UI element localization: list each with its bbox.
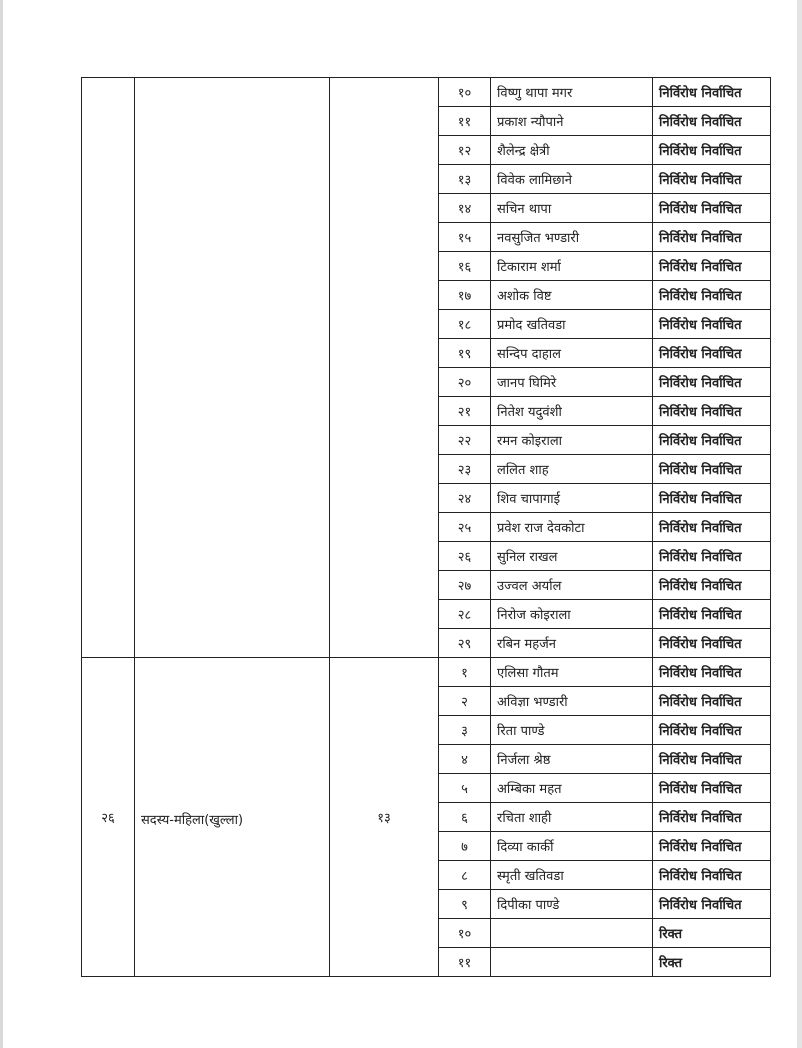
election-status: निर्विरोध निर्वाचित: [653, 513, 771, 542]
post-title-text: सदस्य-महिला(खुल्ला): [141, 813, 244, 828]
seat-count: १३: [330, 658, 439, 977]
election-status: निर्विरोध निर्वाचित: [653, 136, 771, 165]
candidate-name: सचिन थापा: [491, 194, 653, 223]
candidate-number: १९: [439, 339, 491, 368]
election-status: निर्विरोध निर्वाचित: [653, 78, 771, 107]
results-table: [81, 77, 771, 977]
election-status: रिक्त: [653, 919, 771, 948]
candidate-number: २२: [439, 426, 491, 455]
election-status: निर्विरोध निर्वाचित: [653, 165, 771, 194]
candidate-name: निर्जला श्रेष्ठ: [491, 745, 653, 774]
candidate-number: १३: [439, 165, 491, 194]
candidate-name: प्रकाश न्यौपाने: [491, 107, 653, 136]
election-status: निर्विरोध निर्वाचित: [653, 339, 771, 368]
candidate-name: सन्दिप दाहाल: [491, 339, 653, 368]
serial-number: २६: [82, 658, 135, 977]
candidate-number: ४: [439, 745, 491, 774]
table-row: [82, 658, 771, 687]
candidate-number: २७: [439, 571, 491, 600]
candidate-name: [491, 948, 653, 977]
candidate-name: अविज्ञा भण्डारी: [491, 687, 653, 716]
count-cell-blank: [330, 78, 439, 658]
candidate-name: [491, 919, 653, 948]
election-status: निर्विरोध निर्वाचित: [653, 484, 771, 513]
candidate-number: २४: [439, 484, 491, 513]
candidate-name: प्रवेश राज देवकोटा: [491, 513, 653, 542]
election-status: निर्विरोध निर्वाचित: [653, 658, 771, 687]
candidate-number: ११: [439, 948, 491, 977]
candidate-number: २१: [439, 397, 491, 426]
candidate-name: रबिन महर्जन: [491, 629, 653, 658]
candidate-name: रमन कोइराला: [491, 426, 653, 455]
candidate-name: दिव्या कार्की: [491, 832, 653, 861]
candidate-number: ११: [439, 107, 491, 136]
candidate-name: अम्बिका महत: [491, 774, 653, 803]
serial-cell-blank: [82, 78, 135, 658]
election-status: निर्विरोध निर्वाचित: [653, 397, 771, 426]
candidate-name: ललित शाह: [491, 455, 653, 484]
election-status: निर्विरोध निर्वाचित: [653, 252, 771, 281]
candidate-name: नवसुजित भण्डारी: [491, 223, 653, 252]
election-status: निर्विरोध निर्वाचित: [653, 194, 771, 223]
candidate-number: २५: [439, 513, 491, 542]
election-status: रिक्त: [653, 948, 771, 977]
candidate-number: २९: [439, 629, 491, 658]
candidate-number: १७: [439, 281, 491, 310]
election-status: निर्विरोध निर्वाचित: [653, 223, 771, 252]
election-status: निर्विरोध निर्वाचित: [653, 368, 771, 397]
election-status: निर्विरोध निर्वाचित: [653, 803, 771, 832]
candidate-number: ६: [439, 803, 491, 832]
candidate-number: १५: [439, 223, 491, 252]
candidate-number: ७: [439, 832, 491, 861]
candidate-name: टिकाराम शर्मा: [491, 252, 653, 281]
election-status: निर्विरोध निर्वाचित: [653, 774, 771, 803]
election-status: निर्विरोध निर्वाचित: [653, 310, 771, 339]
candidate-number: २३: [439, 455, 491, 484]
candidate-name: शैलेन्द्र क्षेत्री: [491, 136, 653, 165]
candidate-name: विष्णु थापा मगर: [491, 78, 653, 107]
page-edge-shadow: [0, 0, 3, 1048]
election-status: निर्विरोध निर्वाचित: [653, 571, 771, 600]
candidate-number: १४: [439, 194, 491, 223]
election-status: निर्विरोध निर्वाचित: [653, 600, 771, 629]
post-title: [135, 658, 330, 977]
candidate-number: १०: [439, 78, 491, 107]
candidate-number: २८: [439, 600, 491, 629]
candidate-number: ५: [439, 774, 491, 803]
candidate-name: जानप घिमिरे: [491, 368, 653, 397]
candidate-name: एलिसा गौतम: [491, 658, 653, 687]
candidate-number: १८: [439, 310, 491, 339]
election-status: निर्विरोध निर्वाचित: [653, 542, 771, 571]
election-status: निर्विरोध निर्वाचित: [653, 629, 771, 658]
candidate-number: २: [439, 687, 491, 716]
candidate-number: १६: [439, 252, 491, 281]
candidate-name: विवेक लामिछाने: [491, 165, 653, 194]
election-status: निर्विरोध निर्वाचित: [653, 890, 771, 919]
candidate-name: शिव चापागाई: [491, 484, 653, 513]
candidate-name: सुनिल राखल: [491, 542, 653, 571]
candidate-name: दिपीका पाण्डे: [491, 890, 653, 919]
candidate-name: नितेश यदुवंशी: [491, 397, 653, 426]
candidate-name: रिता पाण्डे: [491, 716, 653, 745]
candidate-number: १२: [439, 136, 491, 165]
election-status: निर्विरोध निर्वाचित: [653, 455, 771, 484]
candidate-number: १: [439, 658, 491, 687]
post-cell-blank: [135, 78, 330, 658]
document-page: [3, 0, 797, 1048]
election-status: निर्विरोध निर्वाचित: [653, 861, 771, 890]
election-status: निर्विरोध निर्वाचित: [653, 426, 771, 455]
candidate-number: २०: [439, 368, 491, 397]
election-status: निर्विरोध निर्वाचित: [653, 687, 771, 716]
candidate-name: स्मृती खतिवडा: [491, 861, 653, 890]
election-status: निर्विरोध निर्वाचित: [653, 281, 771, 310]
candidate-number: ९: [439, 890, 491, 919]
candidate-number: २६: [439, 542, 491, 571]
election-status: निर्विरोध निर्वाचित: [653, 107, 771, 136]
candidate-number: ३: [439, 716, 491, 745]
candidate-name: अशोक विष्ट: [491, 281, 653, 310]
election-status: निर्विरोध निर्वाचित: [653, 832, 771, 861]
candidate-name: रचिता शाही: [491, 803, 653, 832]
candidate-name: प्रमोद खतिवडा: [491, 310, 653, 339]
election-status: निर्विरोध निर्वाचित: [653, 745, 771, 774]
candidate-name: उज्वल अर्याल: [491, 571, 653, 600]
candidate-number: १०: [439, 919, 491, 948]
table-row: [82, 78, 771, 107]
candidate-number: ८: [439, 861, 491, 890]
candidate-name: निरोज कोइराला: [491, 600, 653, 629]
election-status: निर्विरोध निर्वाचित: [653, 716, 771, 745]
